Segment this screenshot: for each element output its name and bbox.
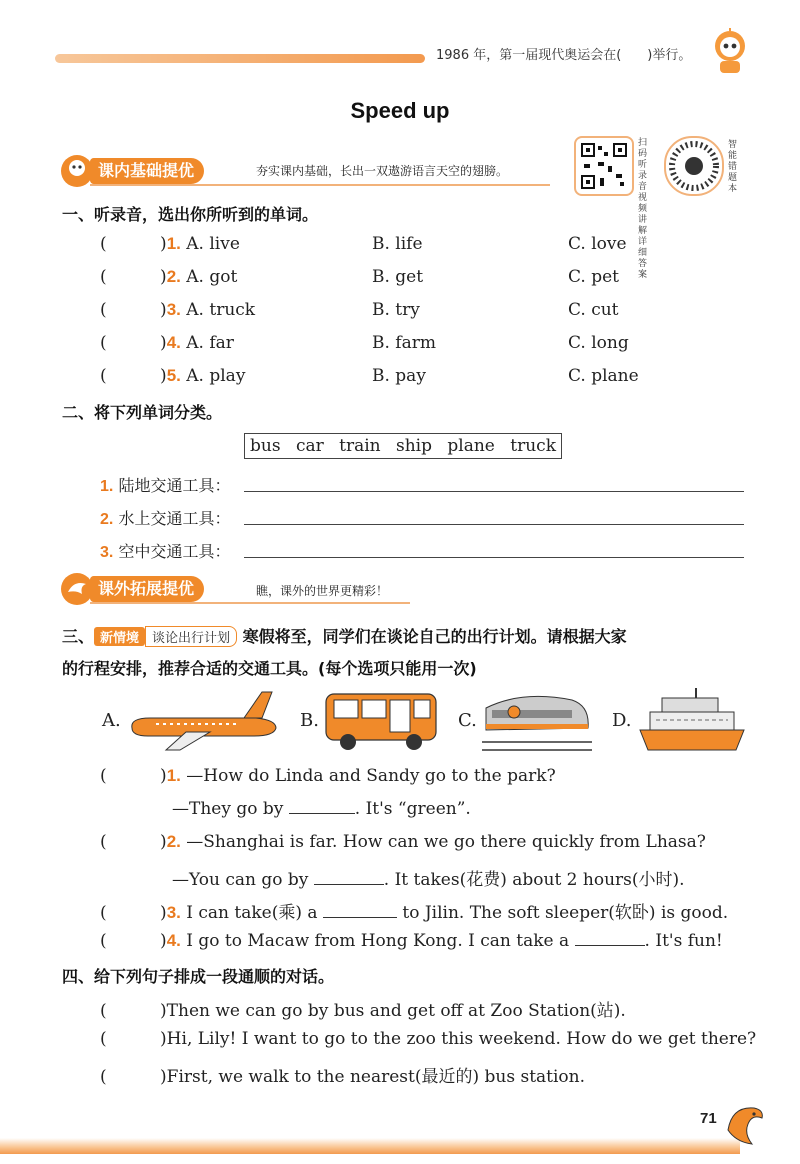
train-icon: [482, 686, 592, 754]
qr-code-icon[interactable]: [574, 136, 634, 196]
item-number: 3.: [100, 544, 114, 561]
option-a: A. play: [186, 366, 246, 386]
list-item[interactable]: ( )1. A. live: [100, 234, 240, 254]
item-number: 4.: [166, 931, 181, 950]
dialog-sentence: )First, we walk to the nearest(最近的) bus station.: [160, 1067, 586, 1087]
item-number: 2.: [100, 511, 114, 528]
footer-bar: [0, 1138, 740, 1154]
dialog-line: [172, 799, 471, 819]
section-label: 课外拓展提优: [90, 576, 204, 602]
option-b: B. try: [372, 300, 420, 320]
dialog-text: —You can go by: [172, 870, 309, 890]
item-number: 3.: [166, 903, 181, 922]
option-b: B. life: [372, 234, 423, 254]
item-number: 4.: [166, 333, 181, 352]
dialog-line: [172, 865, 685, 890]
octopus-icon: [60, 154, 94, 188]
dialog-text: I go to Macaw from Hong Kong. I can take a: [186, 931, 570, 951]
list-item[interactable]: ( )First, we walk to the nearest(最近的) bus station.: [100, 1067, 586, 1087]
section-band-2: [60, 574, 410, 604]
answer-line[interactable]: [244, 524, 744, 525]
option-c: C. plane: [568, 366, 639, 386]
dolphin-mascot-icon: [722, 1100, 768, 1150]
question-2-heading: 二、将下列单词分类。: [62, 403, 223, 422]
list-item[interactable]: ( )5. A. play: [100, 366, 246, 386]
category-label: [100, 506, 230, 529]
item-number: 1.: [166, 234, 181, 253]
option-c: C. love: [568, 234, 627, 254]
section-subtitle: 瞧，课外的世界更精彩！: [256, 584, 389, 598]
ship-icon: [636, 686, 748, 754]
dialog-line: —Shanghai is far. How can we go there quickly from Lhasa?: [186, 832, 706, 852]
header-note: 1986 年，第一届现代奥运会在( )举行。: [436, 48, 692, 63]
option-c: C. pet: [568, 267, 619, 287]
option-a: A. got: [186, 267, 238, 287]
section-underline: [90, 602, 410, 604]
new-context-tag: 新情境: [94, 627, 145, 646]
list-item[interactable]: ( )2. A. got: [100, 267, 238, 287]
dialog-sentence: )Then we can go by bus and get off at Zoo Station(站).: [160, 1001, 626, 1021]
category-text: 空中交通工具：: [118, 542, 231, 561]
question-text: 寒假将至，同学们在谈论自己的出行计划。请根据大家: [242, 627, 627, 646]
dialog-text: . It's fun!: [644, 931, 723, 951]
question-3-heading: [62, 624, 627, 647]
category-text: 水上交通工具：: [118, 509, 231, 528]
robot-mascot-icon: [706, 28, 754, 78]
option-a: A. live: [186, 234, 240, 254]
option-label: C.: [458, 710, 477, 731]
item-number: 1.: [100, 478, 114, 495]
section-label: 课内基础提优: [90, 158, 204, 184]
answer-blank[interactable]: [575, 931, 645, 946]
header-bar: [55, 54, 425, 63]
topic-tag: 谈论出行计划: [145, 626, 237, 647]
answer-line[interactable]: [244, 491, 744, 492]
option-label: A.: [102, 710, 121, 731]
qr-caption: 扫码听录音 视频讲解 详细答案: [638, 138, 648, 280]
section-underline: [90, 184, 550, 186]
dolphin-icon: [60, 572, 94, 606]
list-item[interactable]: ( )3. A. truck: [100, 300, 256, 320]
option-b: B. get: [372, 267, 424, 287]
option-label: B.: [300, 710, 319, 731]
dialog-text: I can take(乘) a: [186, 903, 318, 923]
dialog-text: . It's “green”.: [354, 799, 471, 819]
option-b: B. pay: [372, 366, 426, 386]
qr-caption-2: 智能错题本: [728, 140, 738, 194]
option-b: B. farm: [372, 333, 436, 353]
list-item[interactable]: ( )2. —Shanghai is far. How can we go there quickly from Lhasa?: [100, 832, 706, 852]
dialog-sentence: )Hi, Lily! I want to go to the zoo this weekend. How do we get there?: [160, 1029, 757, 1049]
item-number: 2.: [166, 267, 181, 286]
page-title: Speed up: [350, 98, 450, 123]
question-3-heading-line2: 的行程安排，推荐合适的交通工具。(每个选项只能用一次): [62, 659, 477, 678]
airplane-icon: [126, 688, 282, 752]
list-item[interactable]: ( )4. I go to Macaw from Hong Kong. I can take a . It's fun!: [100, 931, 723, 951]
dialog-text: to Jilin. The soft sleeper(软卧) is good.: [402, 903, 729, 923]
question-4-heading: 四、给下列句子排成一段通顺的对话。: [62, 967, 335, 986]
item-number: 3.: [166, 300, 181, 319]
dialog-text: . It takes(花费) about 2 hours(小时).: [383, 870, 685, 890]
option-c: C. cut: [568, 300, 619, 320]
item-number: 1.: [166, 766, 181, 785]
option-a: A. truck: [186, 300, 256, 320]
category-text: 陆地交通工具：: [118, 476, 231, 495]
category-label: [100, 473, 230, 496]
answer-line[interactable]: [244, 557, 744, 558]
dialog-text: —They go by: [172, 799, 284, 819]
list-item[interactable]: ( )Hi, Lily! I want to go to the zoo this weekend. How do we get there?: [100, 1029, 757, 1049]
option-a: A. far: [186, 333, 234, 353]
option-c: C. long: [568, 333, 629, 353]
question-1-heading: 一、听录音，选出你所听到的单词。: [62, 205, 319, 224]
word-bank: bus car train ship plane truck: [244, 433, 562, 459]
answer-blank[interactable]: [289, 799, 355, 814]
dialog-line: —How do Linda and Sandy go to the park?: [186, 766, 556, 786]
list-item[interactable]: ( )3. I can take(乘) a to Jilin. The soft sleeper(软卧) is good.: [100, 903, 729, 923]
mini-program-code-icon[interactable]: [664, 136, 724, 196]
list-item[interactable]: ( )Then we can go by bus and get off at Zoo Station(站).: [100, 1001, 626, 1021]
section-subtitle: 夯实课内基础，长出一双遨游语言天空的翅膀。: [256, 164, 509, 178]
question-prefix: 三、: [62, 627, 95, 646]
bus-icon: [322, 690, 440, 752]
category-label: [100, 539, 230, 562]
option-label: D.: [612, 710, 632, 731]
list-item[interactable]: ( )4. A. far: [100, 333, 234, 353]
item-number: 5.: [166, 366, 181, 385]
list-item[interactable]: ( )1. —How do Linda and Sandy go to the park?: [100, 766, 556, 786]
answer-blank[interactable]: [314, 870, 384, 885]
page-number: 71: [700, 1110, 717, 1127]
item-number: 2.: [166, 832, 181, 851]
answer-blank[interactable]: [323, 903, 397, 918]
section-band-1: [60, 156, 550, 186]
